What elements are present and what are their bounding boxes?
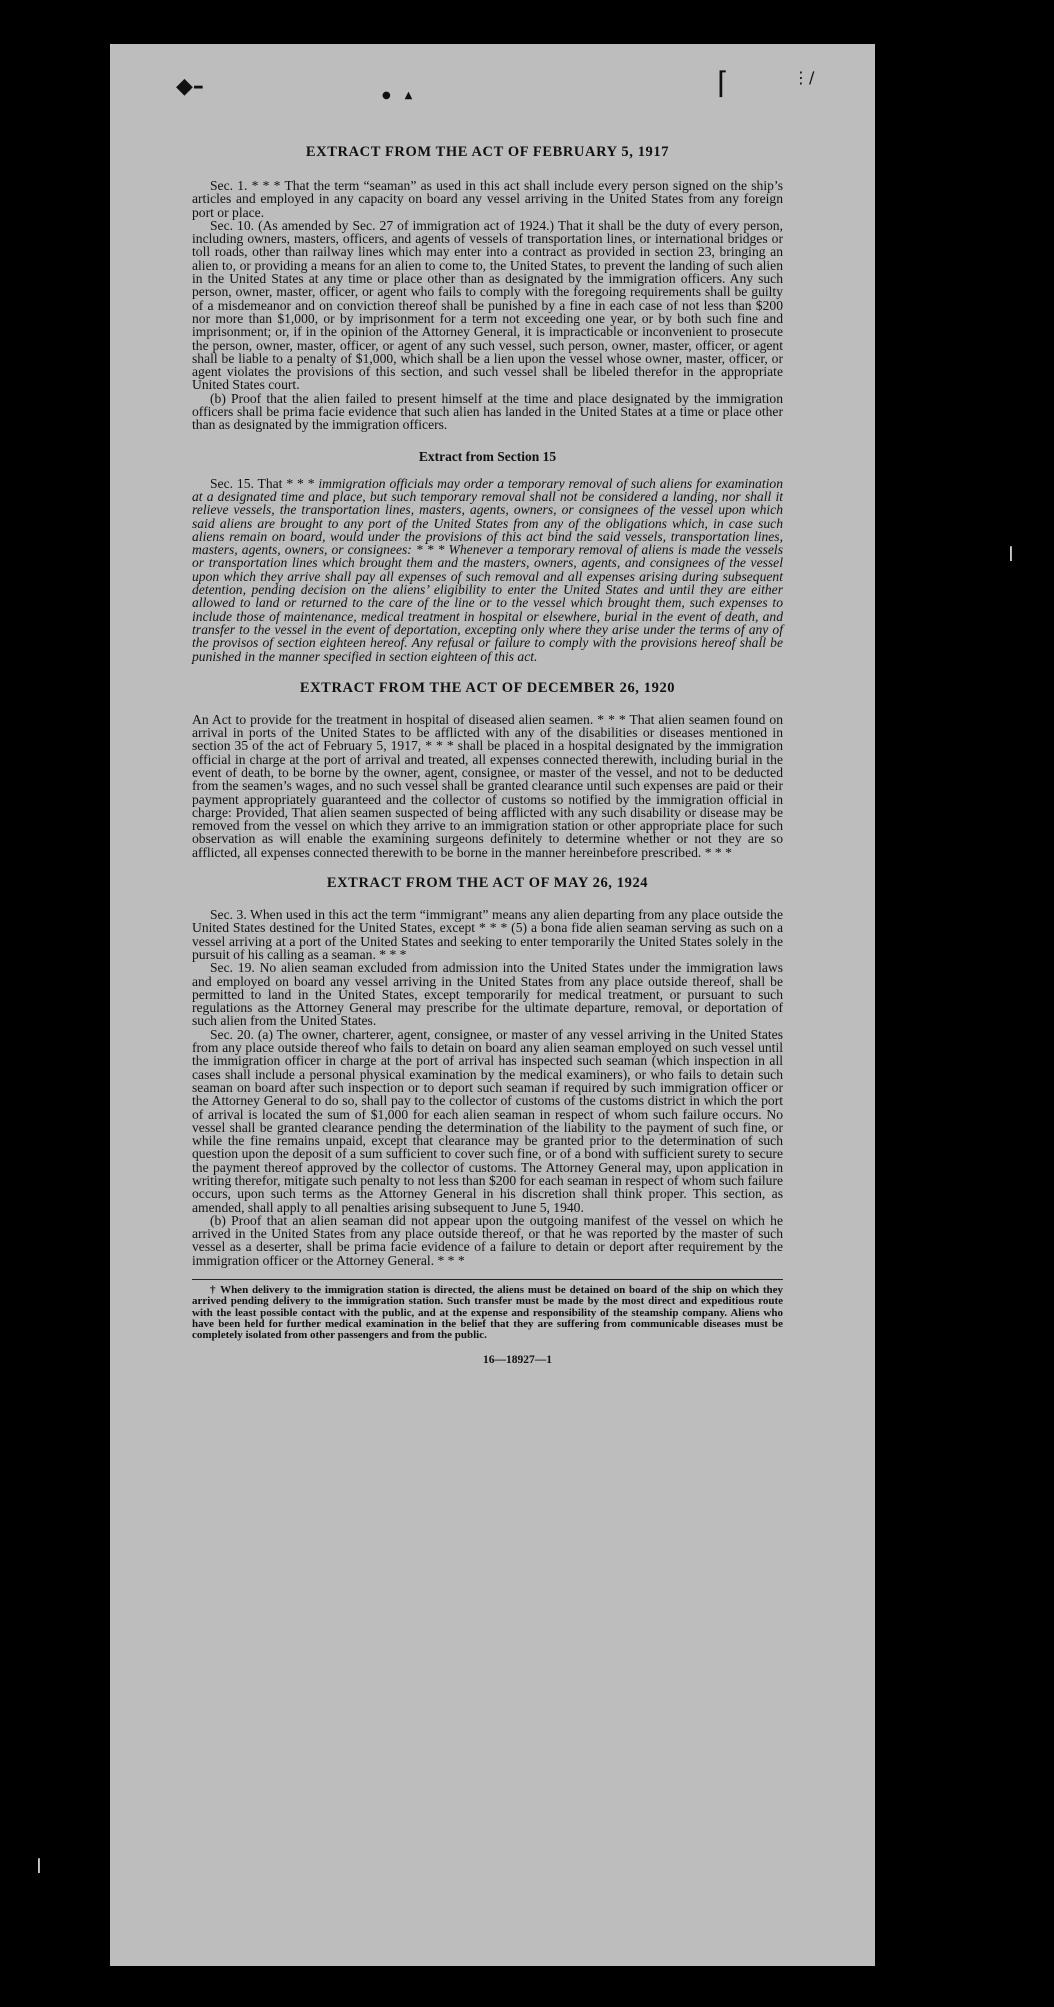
- scan-mark: ● ▲: [382, 90, 413, 101]
- paragraph-sec-15: [192, 477, 783, 663]
- scan-speck: ׀: [1008, 540, 1014, 564]
- heading-act-1920: EXTRACT FROM THE ACT OF DECEMBER 26, 1920: [299, 679, 676, 696]
- heading-act-1924: EXTRACT FROM THE ACT OF MAY 26, 1924: [326, 875, 649, 892]
- document-page: [110, 44, 875, 1966]
- paragraph-sec-20b: (b) Proof that an alien seaman did not appear upon the outgoing manifest of the vessel on which he arrived in the United States from any place outside thereof, or that he was reported by the master of such vessel as a deserter, shall be prima facie evidence of a failure to detain or deport after requirement by the immigration officer or the Attorney General. * * *: [192, 1212, 783, 1268]
- subheading-section-15: Extract from Section 15: [418, 448, 557, 464]
- paragraph-sec-10: Sec. 10. (As amended by Sec. 27 of immigration act of 1924.) That it shall be the duty of every person, including owners, masters, officers, and agents of vessels of transportation lines, or international bridges or toll roads, other than railway lines which may enter into a contract as provided in section 23, bringing an alien to, or providing a means for an alien to come to, the United States, to prevent the landing of such alien in the United States at any time or place other than as designated by the immigration officers. Any such person, owner, master, officer, or agent who fails to comply with the foregoing requirements shall be guilty of a misdemeanor and on conviction thereof shall be punished by a fine in each case of not less than $200 nor more than $1,000, or by imprisonment for a term not exceeding one year, or by both such fine and imprisonment; or, if in the opinion of the Attorney General, it is impracticable or inconvenient to prosecute the person, owner, master, officer, or agent of any such vessel, such person, owner, master, officer, or agent shall be liable to a penalty of $1,000, which shall be a lien upon the vessel whose owner, master, officer, or agent violates the provisions of this section, and such vessel shall be libeled therefor in the appropriate United States court.: [192, 217, 783, 393]
- paragraph-sec-20: Sec. 20. (a) The owner, charterer, agent, consignee, or master of any vessel arriving in the United States from any place outside thereof who fails to detain on board any alien seaman employed on such vessel until the immigration officer in charge at the port of arrival has inspected such seaman (which inspection in all cases shall include a personal physical examination by the medical examiners), or who fails to detain such seaman on board after such inspection or to deport such seaman if required by such immigration officer or the Attorney General to do so, shall pay to the collector of customs of the customs district in which the port of arrival is located the sum of $1,000 for each alien seaman in respect of whom such failure occurs. No vessel shall be granted clearance pending the determination of the liability to the payment of such fine, or while the fine remains unpaid, except that clearance may be granted prior to the determination of such question upon the deposit of a sum sufficient to cover such fine, or of a bond with sufficient surety to secure the payment thereof approved by the collector of customs. The Attorney General may, upon application in writing therefor, mitigate such penalty to not less than $200 for each seaman in respect of whom such failure occurs, upon such terms as the Attorney General in his discretion shall think proper. This section, as amended, shall apply to all penalties arising subsequent to June 5, 1940.: [192, 1026, 783, 1215]
- paragraph-sec-19: Sec. 19. No alien seaman excluded from admission into the United States under the immigration laws and employed on board any vessel arriving in the United States from any place outside thereof, shall be permitted to land in the United States, except temporarily for medical treatment, or pursuant to such regulations as the Attorney General may prescribe for the ultimate departure, removal, or deportation of such alien from the United States.: [192, 960, 783, 1029]
- sec-15-italic: immigration officials may order a temporary removal of such aliens for examination at a designated time and place, but such temporary removal shall not be considered a landing, nor shall it relieve vessels, the transportation lines, masters, agents, owners, or consignees of the vessel upon which said aliens are brought to any port of the United States from any of the obligations which, in case such aliens remain on board, would under the provisions of this act bind the said vessels, transportation lines, masters, agents, owners, or consignees: * * * Whenever a temporary removal of aliens is made the vessels or transportation lines which brought them and the masters, owners, agents, and consignees of the vessel upon which they arrive shall pay all expenses of such removal and all expenses arising during subsequent detention, pending decision on the aliens’ eligibility to enter the United States and until they are either allowed to land or returned to the care of the line or to the vessel which brought them, such expenses to include those of maintenance, medical treatment in hospital or elsewhere, burial in the event of death, and transfer to the vessel in the event of deportation, excepting only where they arise under the terms of any of the provisos of section eighteen hereof. Any refusal or failure to comply with the provisions hereof shall be punished in the manner specified in section eighteen of this act.: [192, 475, 783, 664]
- document-number: 16—18927—1: [483, 1353, 552, 1366]
- sec-15-lead: Sec. 15. That * * *: [210, 475, 319, 491]
- heading-act-1917: EXTRACT FROM THE ACT OF FEBRUARY 5, 1917: [305, 144, 670, 160]
- paragraph-act-1920: An Act to provide for the treatment in hospital of diseased alien seamen. * * * That alien seamen found on arrival in ports of the United States to be afflicted with any of the disabilities or diseases mentioned in section 35 of the act of February 5, 1917, * * * shall be placed in a hospital designated by the immigration official in charge at the port of arrival and treated, all expenses connected therewith, including burial in the event of death, to be borne by the owner, agent, consignee, or master of the vessel, and not to be deducted from the seamen’s wages, and no such vessel shall be granted clearance until such expenses are paid or their payment appropriately guaranteed and the collector of customs so notified by the immigration official in charge: Provided, That alien seamen suspected of being afflicted with any such disability or disease may be removed from the vessel on which they arrive to an immigration station or other appropriate place for such observation as will enable the examining surgeons definitely to determine whether or not they are so afflicted, all expenses connected therewith to be borne in the manner hereinbefore prescribed. * * *: [192, 711, 783, 860]
- scan-mark: ⌈: [717, 66, 729, 101]
- paragraph-sec-1: Sec. 1. * * * That the term “seaman” as used in this act shall include every person signed on the ship’s articles and employed in any capacity on board any vessel arriving in the United States from any foreign port or place.: [192, 178, 783, 220]
- scan-mark: ⋮∕: [793, 68, 815, 87]
- scan-mark: ◆–: [176, 74, 204, 99]
- scan-speck: ׀: [36, 1852, 42, 1876]
- paragraph-sec-3: Sec. 3. When used in this act the term “immigrant” means any alien departing from any place outside the United States destined for the United States, except * * * (5) a bona fide alien seaman serving as such on a vessel arriving at a port of the United States and seeking to enter temporarily the United States solely in the pursuit of his calling as a seaman. * * *: [192, 907, 783, 962]
- footnote: [192, 1279, 783, 1341]
- paragraph-sec-10b: (b) Proof that the alien failed to present himself at the time and place designated by the immigration officers shall be prima facie evidence that such alien has landed in the United States at a time or place other than as designated by the immigration officers.: [192, 390, 783, 433]
- footnote-text: † When delivery to the immigration station is directed, the aliens must be detained on board of the ship on which they arrived pending delivery to the immigration station. Such transfer must be made by the most direct and expeditious route with the least possible contact with the public, and at the expense and responsibility of the steamship company. Aliens who have been held for further medical examination in the belief that they are suffering from communicable diseases must be completely isolated from other passengers and from the public.: [192, 1284, 783, 1342]
